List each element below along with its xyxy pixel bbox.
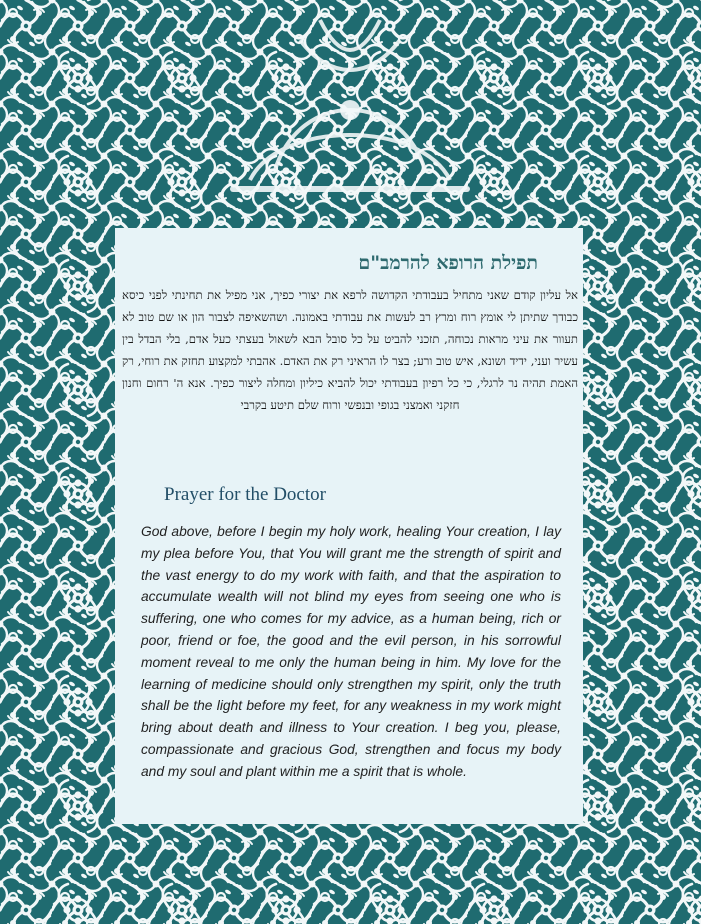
hebrew-title: תפילת הרופא להרמב"ם bbox=[358, 252, 538, 274]
english-prayer-text: God above, before I begin my holy work, healing Your creation, I lay my plea before You, that You will grant me the strength of spirit and the vast energy to do my work with faith, and that the aspiration to accumulate wealth will not blind my eyes from seeing one who is suffering, one who comes for my advice, as a human being, rich or poor, friend or foe, the good and the evil person, in his sorrowful moment reveal to me only the human being in him. My love for the learning of medicine should only strengthen my spirit, only the truth shall be the light before my feet, for any weakness in my work might bring about death and illness to Your creation. I beg you, please, compassionate and gracious God, strengthen and focus my body and my soul and plant within me a spirit that is whole. bbox=[141, 524, 561, 779]
hebrew-prayer-text: אל עליון קודם שאני מתחיל בעבודתי הקדושה לרפא את יצורי כפיך, אני מפיל את תחינתי לפני כיסא כבודך שתיתן לי אומץ רוח ומרץ רב לעשות את עבודתי באמונה. ושהשאיפה לצבור הון או שם טוב לא תעוור את עיני מראות נכוחה, תזכני להביט על כל סובל הבא לשאול בעצתי כעל אדם, בלי הבדל בין עשיר ועני, ידיד ושונא, איש טוב ורע; בצר לו הראיני רק את האדם. אהבתי למקצוע תחזק את רוחי, רק האמת תהיה נר לרגלי, כי כל רפיון בעבודתי יכול להביא כיליון ומחלה ליצור כפיך. אנא ה' רחום וחנון חזקני ואמצני בגופי ובנפשי ורוח שלם תיטע בקרבי bbox=[122, 288, 578, 412]
english-title: Prayer for the Doctor bbox=[164, 484, 326, 505]
